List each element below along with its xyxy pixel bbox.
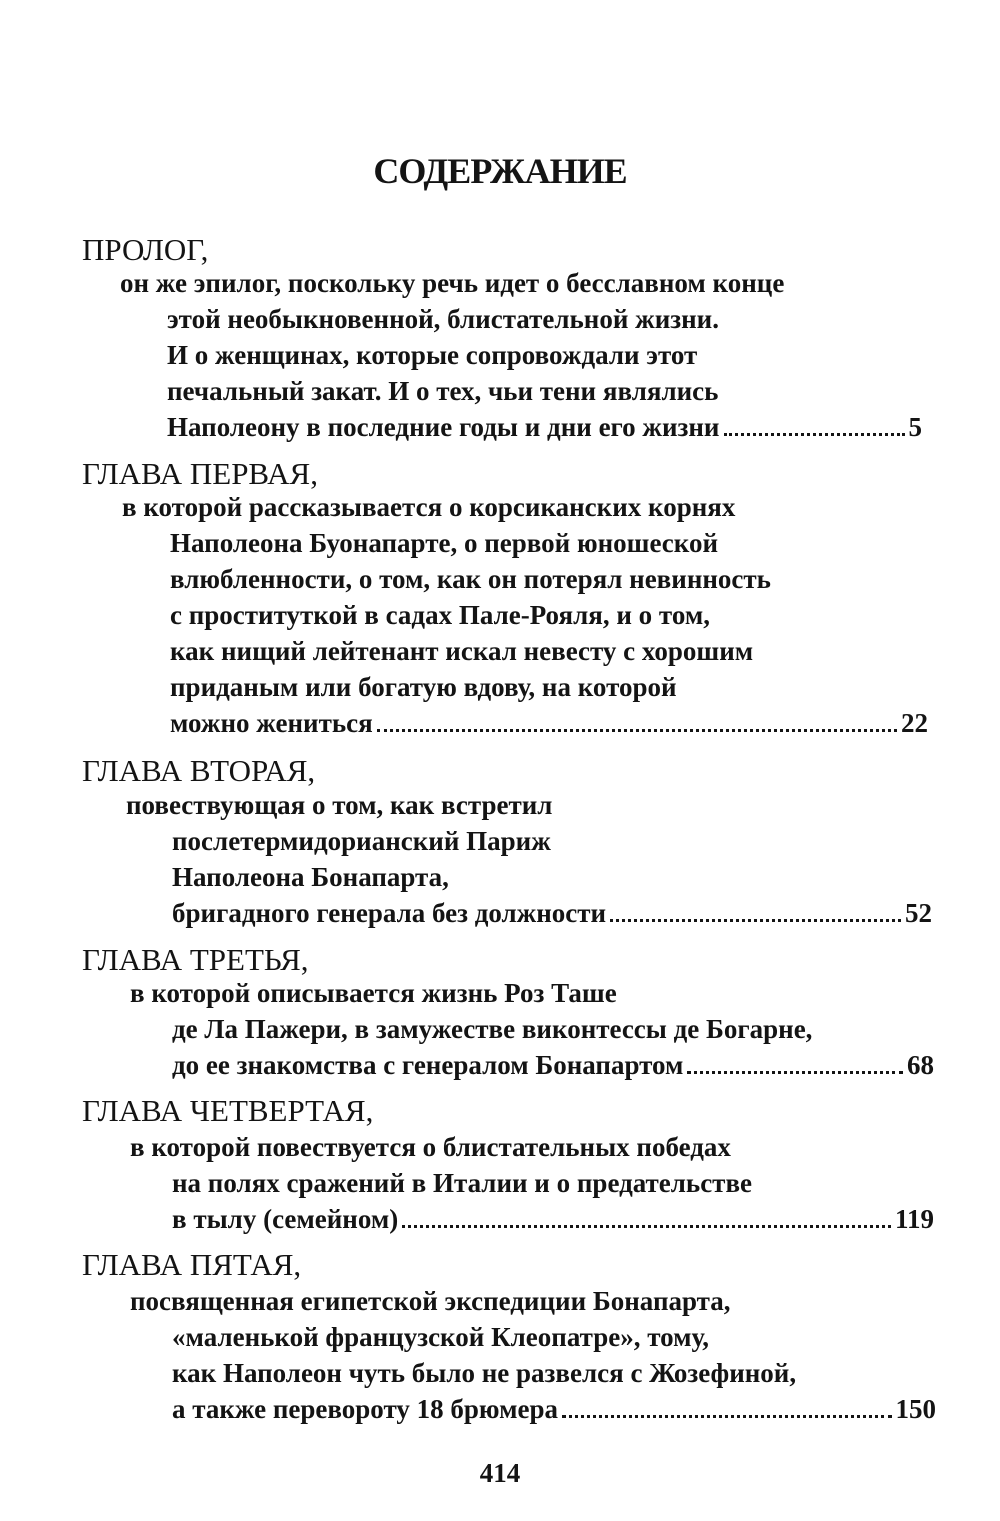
toc-line: на полях сражений в Италии и о предательстве xyxy=(172,1168,753,1198)
toc-heading-chapter-3: ГЛАВА ТРЕТЬЯ, xyxy=(82,942,309,977)
toc-heading-chapter-2: ГЛАВА ВТОРАЯ, xyxy=(82,753,316,788)
page-number: 68 xyxy=(907,1050,934,1080)
page-number: 22 xyxy=(901,708,928,738)
toc-line: повествующая о том, как встретил xyxy=(126,790,553,820)
toc-heading-prologue: ПРОЛОГ, xyxy=(82,232,209,267)
toc-line: в которой описывается жизнь Роз Таше xyxy=(130,978,617,1008)
toc-line: с проституткой в садах Пале-Рояля, и о том, xyxy=(170,600,710,630)
toc-entry-last-line xyxy=(170,708,928,739)
page-number: 52 xyxy=(905,898,932,928)
dot-leader xyxy=(402,1225,891,1228)
dot-leader xyxy=(562,1415,891,1418)
dot-leader xyxy=(610,919,901,922)
toc-heading-chapter-1: ГЛАВА ПЕРВАЯ, xyxy=(82,456,318,491)
toc-entry-last-line xyxy=(172,1204,934,1235)
toc-line: печальный закат. И о тех, чьи тени являлись xyxy=(167,376,719,406)
toc-line: в которой рассказывается о корсиканских корнях xyxy=(122,492,736,522)
toc-heading-chapter-5: ГЛАВА ПЯТАЯ, xyxy=(82,1247,302,1282)
toc-line: Наполеону в последние годы и дни его жизни xyxy=(167,412,720,442)
toc-line: И о женщинах, которые сопровождали этот xyxy=(167,340,698,370)
dot-leader xyxy=(377,729,897,732)
toc-entry-last-line xyxy=(167,412,922,443)
toc-line: как Наполеон чуть было не развелся с Жозефиной, xyxy=(172,1358,797,1388)
toc-line: а также перевороту 18 брюмера xyxy=(172,1394,559,1424)
toc-entry-last-line xyxy=(172,898,932,929)
toc-line: бригадного генерала без должности xyxy=(172,898,607,928)
toc-line: он же эпилог, поскольку речь идет о бесславном конце xyxy=(120,268,785,298)
toc-line: можно жениться xyxy=(170,708,373,738)
folio-page-number: 414 xyxy=(479,1458,521,1488)
toc-line: этой необыкновенной, блистательной жизни. xyxy=(167,304,719,334)
toc-line: послетермидорианский Париж xyxy=(172,826,551,856)
dot-leader xyxy=(724,433,905,436)
dot-leader xyxy=(687,1071,903,1074)
page-number: 5 xyxy=(908,412,922,442)
toc-line: до ее знакомства с генералом Бонапартом xyxy=(172,1050,684,1080)
page-title: СОДЕРЖАНИЕ xyxy=(373,151,627,191)
toc-line: в которой повествуется о блистательных победах xyxy=(130,1132,731,1162)
page-number: 119 xyxy=(894,1204,934,1234)
toc-line: Наполеона Буонапарте, о первой юношеской xyxy=(170,528,719,558)
toc-line: влюбленности, о том, как он потерял невинность xyxy=(170,564,771,594)
toc-line: как нищий лейтенант искал невесту с хорошим xyxy=(170,636,754,666)
toc-entry-last-line xyxy=(172,1050,934,1081)
toc-line: де Ла Пажери, в замужестве виконтессы де Богарне, xyxy=(172,1014,813,1044)
toc-line: приданым или богатую вдову, на которой xyxy=(170,672,677,702)
toc-line: посвященная египетской экспедиции Бонапарта, xyxy=(130,1286,731,1316)
page-number: 150 xyxy=(895,1394,936,1424)
toc-entry-last-line xyxy=(172,1394,936,1425)
toc-line: Наполеона Бонапарта, xyxy=(172,862,449,892)
toc-line: в тылу (семейном) xyxy=(172,1204,399,1234)
toc-heading-chapter-4: ГЛАВА ЧЕТВЕРТАЯ, xyxy=(82,1093,374,1128)
toc-line: «маленькой французской Клеопатре», тому, xyxy=(172,1322,710,1352)
